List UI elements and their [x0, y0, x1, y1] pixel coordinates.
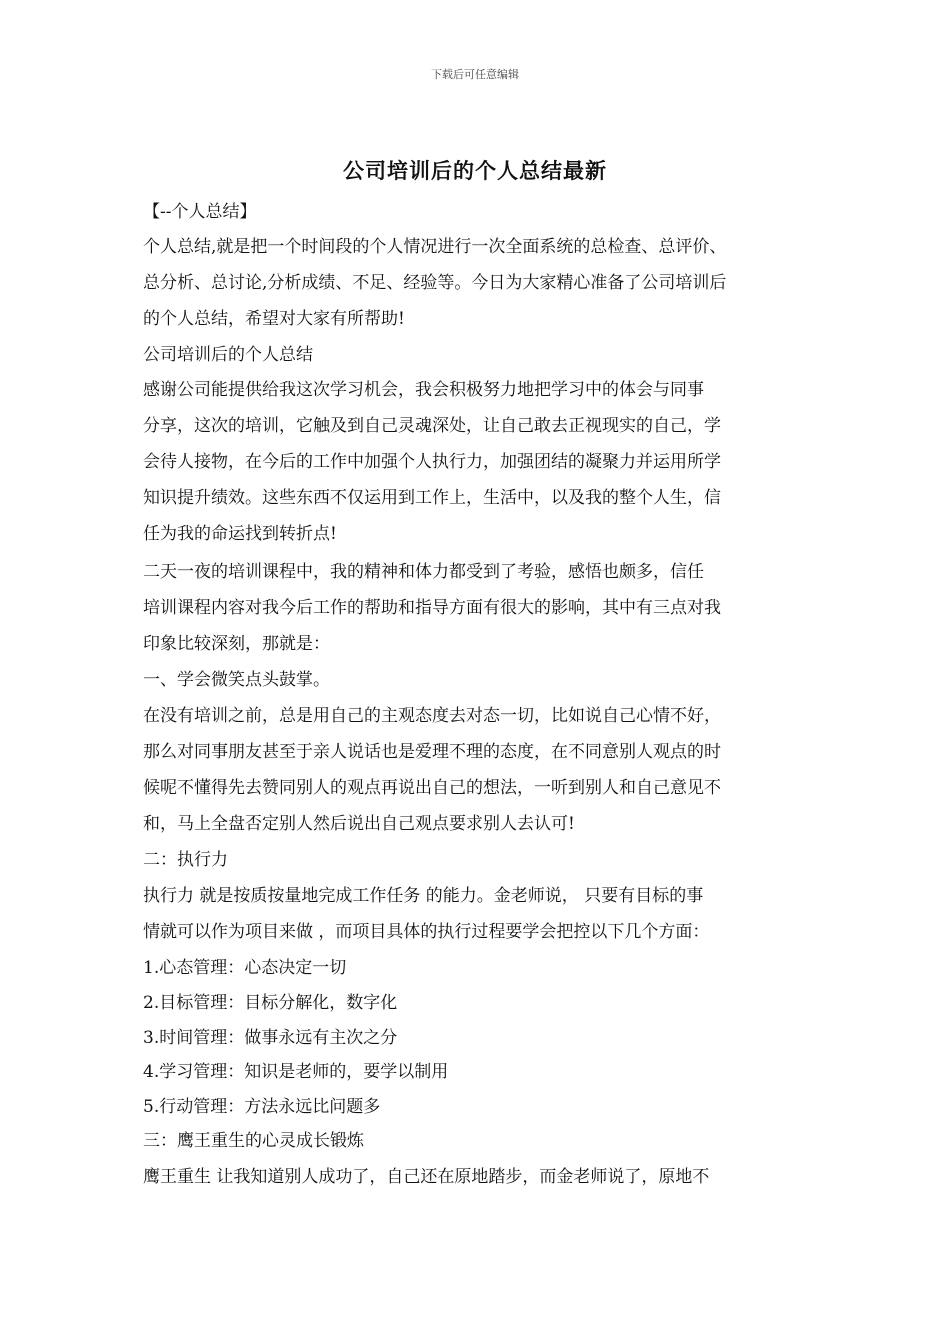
text-line: 印象比较深刻，那就是：: [143, 634, 330, 654]
text-line: 会待人接物，在今后的工作中加强个人执行力，加强团结的凝聚力并运用所学: [143, 452, 721, 472]
text-line: 一、学会微笑点头鼓掌。: [143, 670, 330, 690]
text-line: 公司培训后的个人总结: [143, 345, 313, 365]
text-line: 4.学习管理：知识是老师的，要学以制用: [143, 1062, 449, 1082]
text-line: 分享，这次的培训，它触及到自己灵魂深处，让自己敢去正视现实的自己，学: [143, 416, 721, 436]
text-line: 总分析、总讨论,分析成绩、不足、经验等。今日为大家精心准备了公司培训后: [143, 273, 727, 293]
page-header-note: 下载后可任意编辑: [431, 68, 519, 81]
text-line: 【--个人总结】: [143, 202, 257, 222]
text-line: 鹰王重生 让我知道别人成功了，自己还在原地踏步，而金老师说了，原地不: [143, 1167, 710, 1187]
text-line: 5.行动管理：方法永远比问题多: [143, 1097, 381, 1117]
text-line: 任为我的命运找到转折点!: [143, 524, 337, 544]
text-line: 的个人总结，希望对大家有所帮助!: [143, 309, 405, 329]
text-line: 二：执行力: [143, 850, 228, 870]
text-line: 那么对同事朋友甚至于亲人说话也是爱理不理的态度，在不同意别人观点的时: [143, 742, 721, 762]
text-line: 执行力 就是按质按量地完成工作任务 的能力。金老师说， 只要有目标的事: [143, 886, 704, 906]
document-title: 公司培训后的个人总结最新: [343, 158, 607, 183]
text-line: 二天一夜的培训课程中，我的精神和体力都受到了考验，感悟也颇多，信任: [143, 562, 704, 582]
text-line: 三：鹰王重生的心灵成长锻炼: [143, 1131, 364, 1151]
text-line: 1.心态管理：心态决定一切: [143, 958, 347, 978]
text-line: 知识提升绩效。这些东西不仅运用到工作上，生活中，以及我的整个人生，信: [143, 488, 721, 508]
text-line: 情就可以作为项目来做 ，而项目具体的执行过程要学会把控以下几个方面：: [143, 922, 710, 942]
text-line: 2.目标管理：目标分解化，数字化: [143, 993, 398, 1013]
text-line: 个人总结,就是把一个时间段的个人情况进行一次全面系统的总检查、总评价、: [143, 237, 727, 257]
text-line: 3.时间管理：做事永远有主次之分: [143, 1028, 398, 1048]
text-line: 在没有培训之前，总是用自己的主观态度去对态一切，比如说自己心情不好，: [143, 706, 721, 726]
text-line: 候呢不懂得先去赞同别人的观点再说出自己的想法，一听到别人和自己意见不: [143, 778, 721, 798]
text-line: 和，马上全盘否定别人然后说出自己观点要求别人去认可!: [143, 814, 575, 834]
text-line: 培训课程内容对我今后工作的帮助和指导方面有很大的影响，其中有三点对我: [143, 598, 721, 618]
text-line: 感谢公司能提供给我这次学习机会，我会积极努力地把学习中的体会与同事: [143, 380, 704, 400]
